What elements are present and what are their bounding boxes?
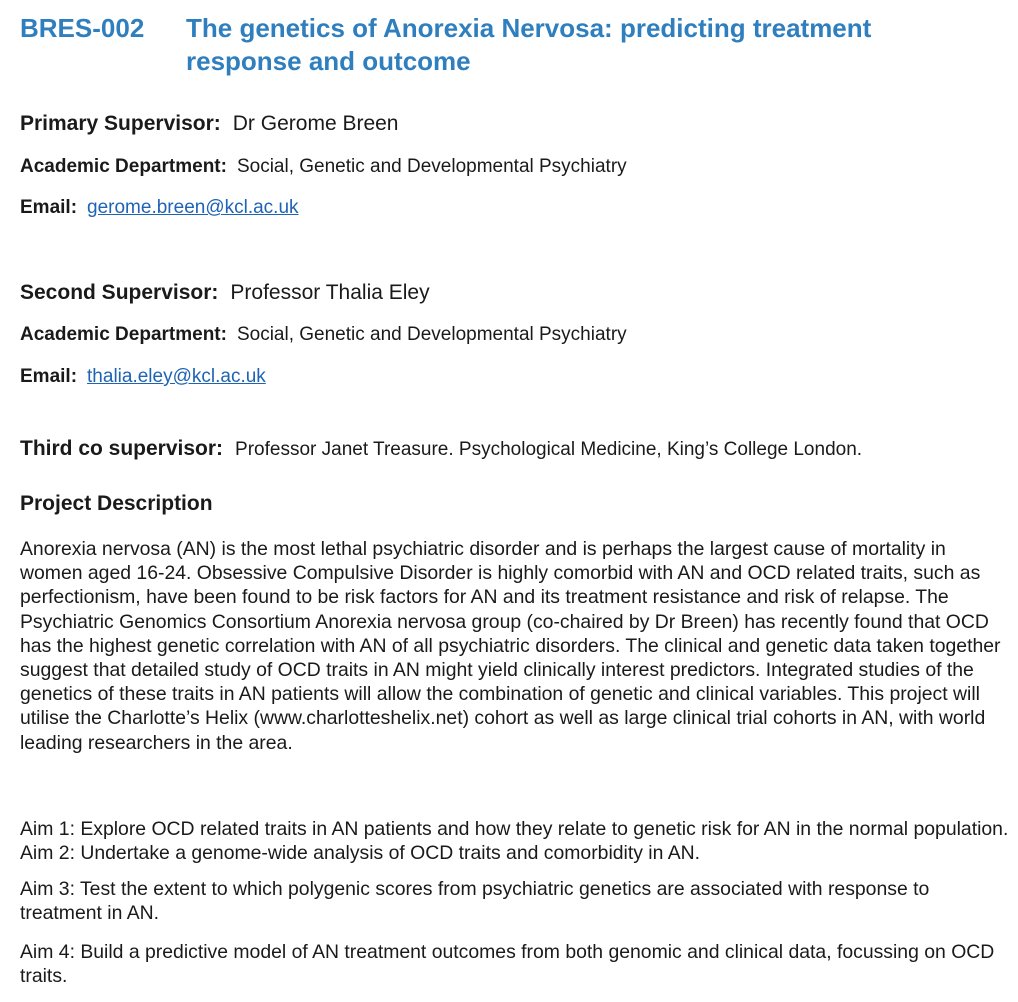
project-description-body: Anorexia nervosa (AN) is the most lethal psychiatric disorder and is perhaps the largest cause of mortality in women aged 16-24. Obsessive Compulsive Disorder is highly comorbid with AN and OCD related traits, such as perfectionism, have been found to be risk factors for AN and its treatment resistance and risk of relapse. The Psychiatric Genomics Consortium Anorexia nervosa group (co-chaired by Dr Breen) has recently found that OCD has the highest genetic correlation with AN of all psychiatric disorders. The clinical and genetic data taken together suggest that detailed study of OCD traits in AN might yield clinically interest predictors. Integrated studies of the genetics of these traits in AN patients will allow the combination of genetic and clinical variables. This project will utilise the Charlotte’s Helix (www.charlotteshelix.net) cohort as well as large clinical trial cohorts in AN, with world leading researchers in the area. <box>20 538 1001 754</box>
second-supervisor-name: Professor Thalia Eley <box>230 281 430 304</box>
primary-supervisor-row <box>20 112 399 136</box>
primary-supervisor-label: Primary Supervisor: <box>20 112 221 135</box>
primary-supervisor-name: Dr Gerome Breen <box>232 112 399 135</box>
second-email-link[interactable]: thalia.eley@kcl.ac.uk <box>87 366 266 387</box>
second-supervisor-label: Second Supervisor: <box>20 281 219 304</box>
aim-4-paragraph: Aim 4: Build a predictive model of AN treatment outcomes from both genomic and clinical data, focussing on OCD traits. <box>20 941 995 988</box>
primary-email-row <box>20 197 299 219</box>
third-supervisor-row <box>20 437 862 461</box>
second-email-label: Email: <box>20 366 78 387</box>
second-email-row <box>20 366 266 388</box>
second-department-value: Social, Genetic and Developmental Psychiatry <box>236 324 627 345</box>
project-code: BRES-002 <box>20 13 145 43</box>
aim-1-2-paragraph: Aim 1: Explore OCD related traits in AN patients and how they relate to genetic risk for AN in the normal population. Aim 2: Undertake a genome-wide analysis of OCD traits and comorbidity in AN. <box>20 818 1009 865</box>
second-supervisor-row <box>20 281 430 305</box>
primary-email-label: Email: <box>20 197 78 218</box>
project-description-heading: Project Description <box>20 492 213 515</box>
primary-email-link[interactable]: gerome.breen@kcl.ac.uk <box>87 197 299 218</box>
project-title: The genetics of Anorexia Nervosa: predicting treatment response and outcome <box>186 13 872 76</box>
third-supervisor-value: Professor Janet Treasure. Psychological Medicine, King’s College London. <box>235 439 863 460</box>
third-supervisor-label: Third co supervisor: <box>20 437 224 460</box>
second-department-label: Academic Department: <box>20 324 227 345</box>
aim-3-paragraph: Aim 3: Test the extent to which polygenic scores from psychiatric genetics are associated with response to treatment in AN. <box>20 878 930 925</box>
primary-department-label: Academic Department: <box>20 156 227 177</box>
primary-department-row <box>20 156 627 178</box>
primary-department-value: Social, Genetic and Developmental Psychiatry <box>236 156 627 177</box>
second-department-row <box>20 324 627 346</box>
